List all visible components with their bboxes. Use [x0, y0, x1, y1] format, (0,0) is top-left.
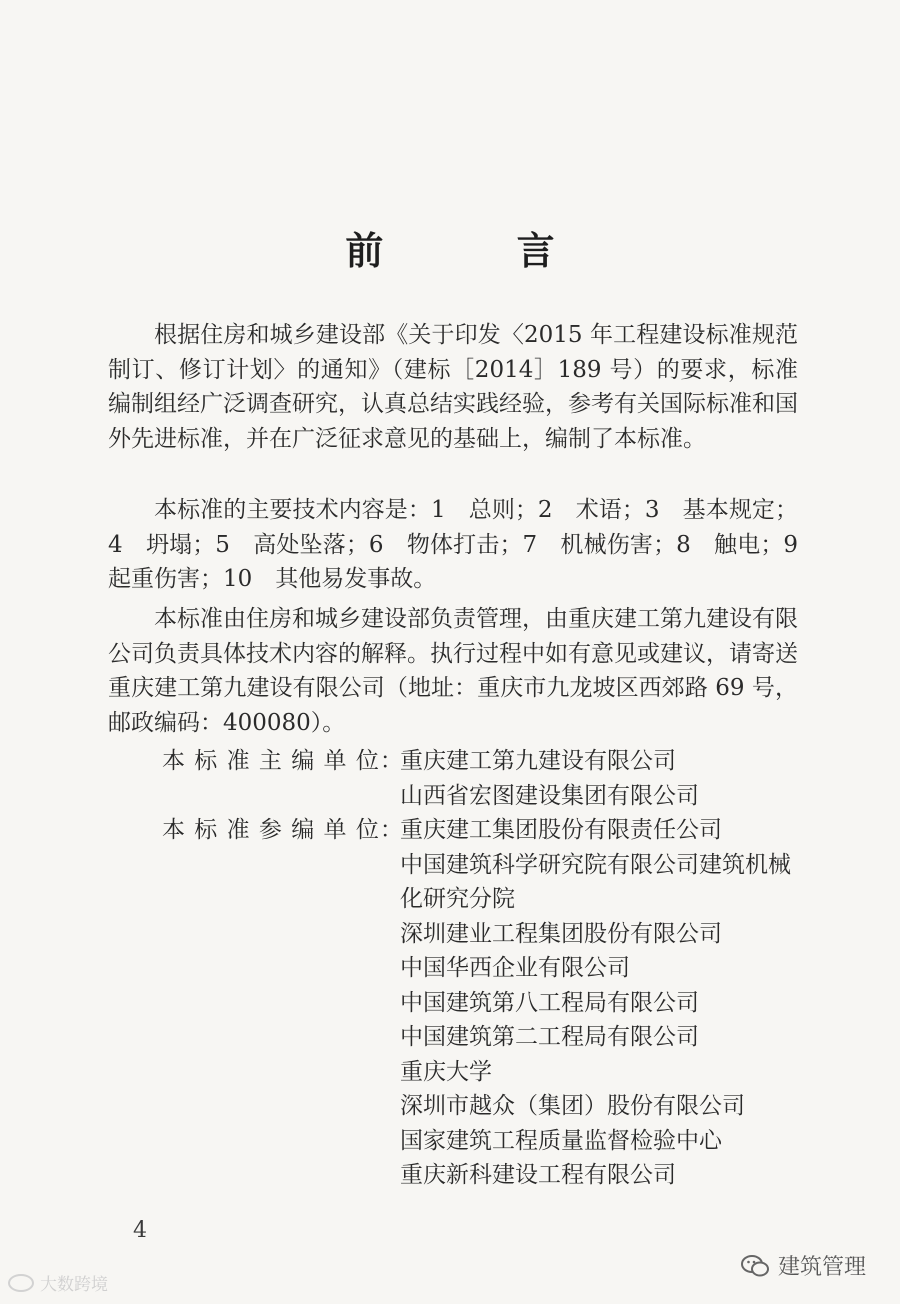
unit-item: 中国华西企业有限公司 [400, 955, 630, 981]
chief-units-list [400, 744, 798, 813]
unit-item: 重庆大学 [400, 1058, 492, 1085]
units-section [108, 744, 798, 1193]
participating-units [108, 813, 798, 1193]
chief-units [108, 744, 798, 813]
unit-item: 中国建筑科学研究院有限公司建筑机械化研究分院 [400, 851, 791, 912]
watermark-right-text: 建筑管理 [778, 1255, 867, 1280]
watermark-logo-icon [8, 1274, 34, 1292]
page-number: 4 [133, 1218, 147, 1243]
paragraph-management [108, 602, 798, 740]
unit-item: 中国建筑第二工程局有限公司 [400, 1024, 699, 1050]
watermark-right [740, 1250, 866, 1281]
unit-item: 深圳建业工程集团股份有限公司 [400, 920, 722, 947]
unit-item: 重庆建工第九建设有限公司 [400, 748, 676, 774]
paragraph-text: 根据住房和城乡建设部《关于印发〈2015 年工程建设标准规范制订、修订计划〉的通知》（建标［2014］189 号）的要求，标准编制组经广泛调查研究，认真总结实践经验，参考有关国际标准和国外先进标准，并在广泛征求意见的基础上，编制了本标准。 [108, 322, 798, 452]
unit-item: 山西省宏图建设集团有限公司 [400, 782, 699, 809]
watermark-left [8, 1270, 108, 1295]
wechat-icon [740, 1253, 770, 1279]
unit-item: 国家建筑工程质量监督检验中心 [400, 1127, 722, 1154]
unit-item: 重庆建工集团股份有限责任公司 [400, 817, 722, 843]
participating-units-label: 本 标 准 参 编 单 位： [162, 817, 404, 843]
chief-units-label: 本 标 准 主 编 单 位： [162, 748, 404, 774]
paragraph-contents [108, 493, 821, 597]
paragraph-basis [108, 318, 798, 456]
paragraph-text: 本标准的主要技术内容是：1 总则；2 术语；3 基本规定；4 坍塌；5 高处坠落；6 物体打击；7 机械伤害；8 触电；9 起重伤害；10 其他易发事故。 [108, 497, 821, 592]
unit-item: 深圳市越众（集团）股份有限公司 [400, 1093, 745, 1119]
participating-units-list [400, 813, 798, 1193]
page-title: 前 言 [345, 228, 615, 273]
unit-item: 中国建筑第八工程局有限公司 [400, 989, 699, 1016]
watermark-left-text: 大数跨境 [40, 1275, 108, 1295]
paragraph-text: 本标准由住房和城乡建设部负责管理，由重庆建工第九建设有限公司负责具体技术内容的解释。执行过程中如有意见或建议，请寄送重庆建工第九建设有限公司（地址：重庆市九龙坡区西郊路 69 号，邮政编码：400080）。 [108, 606, 798, 736]
unit-item: 重庆新科建设工程有限公司 [400, 1162, 676, 1188]
